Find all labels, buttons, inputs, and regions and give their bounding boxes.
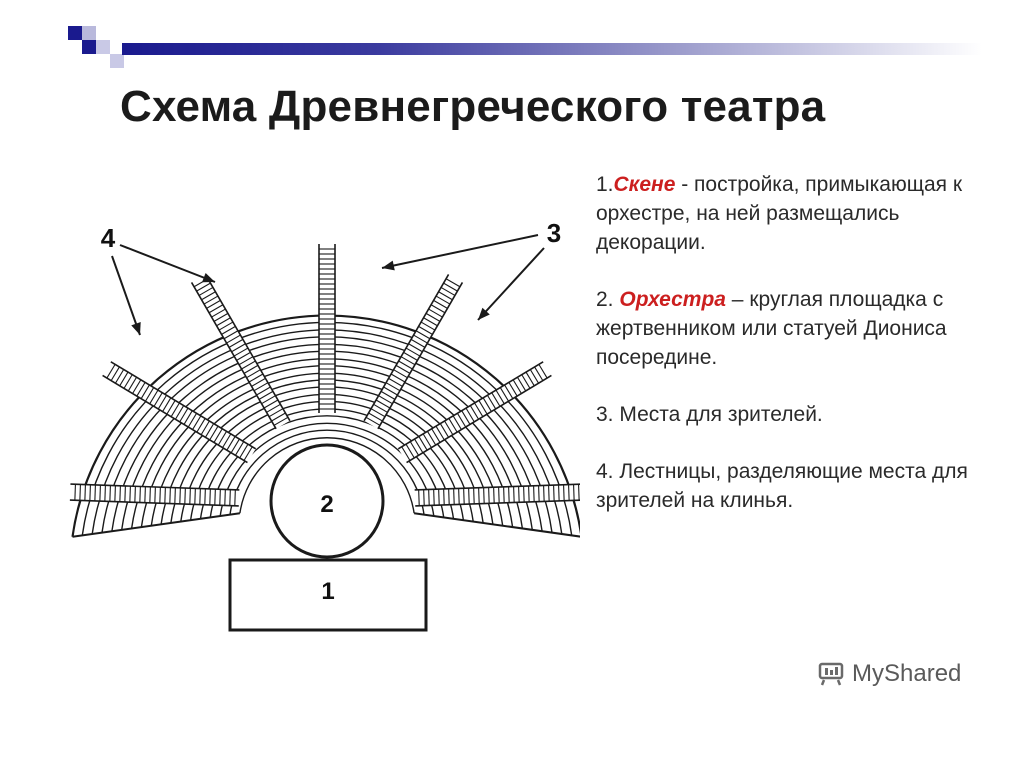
stair-step [529,486,530,502]
deco-square [110,54,124,68]
arrow-stairs-right [120,245,215,282]
stair-step [215,489,216,505]
stair-step [514,486,515,502]
stair-step [210,489,211,505]
stair-step [100,485,101,501]
stair-step [439,489,440,505]
stair-step [424,490,425,506]
stair-step [165,487,166,503]
stair-step [75,484,76,500]
stair-step [479,488,480,504]
stair-step [564,485,565,501]
stair-step [444,489,445,505]
legend-item-stairs: 4. Лестницы, разделяющие места для зрителей на клинья. [596,460,968,512]
stair-step [230,490,231,506]
stair-step [549,485,550,501]
stair-step [195,488,196,504]
stair-step [499,487,500,503]
stair-step [120,486,121,502]
deco-square [82,26,96,40]
stair-step [469,488,470,504]
stair-step [534,486,535,502]
stair-step [205,489,206,505]
stair-step [489,487,490,503]
stair-step [569,485,570,501]
stair-step [539,486,540,502]
stair-step [80,484,81,500]
stair-step [220,489,221,505]
label-seats: 3 [546,218,562,248]
arrow-stairs-left [112,256,140,335]
slide-title: Схема Древнегреческого театра [120,82,826,131]
arrow-stairs-left-head [131,322,140,335]
term-skene: Скене [613,173,676,196]
deco-square [82,40,96,54]
term-orchestra: Орхестра [619,288,726,311]
theatre-diagram [60,200,580,650]
arrow-seats-right [478,248,544,320]
label-stairs: 4 [100,223,116,253]
stair-step [519,486,520,502]
stair-step [544,485,545,501]
stair-step [554,485,555,501]
stair-step [185,488,186,504]
deco-square [68,26,82,40]
stair-step [454,489,455,505]
stair-step [125,486,126,502]
legend-item-seats: 3. Места для зрителей. [596,403,823,426]
seating-edge [414,513,580,537]
stair-step [155,487,156,503]
stair-step [170,488,171,504]
label-orchestra: 2 [320,491,334,518]
stair-step [464,488,465,504]
stair-step [524,486,525,502]
stair-step [140,486,141,502]
stair-step [225,489,226,505]
watermark [818,660,961,688]
theatre-seating [70,235,580,630]
arrow-stairs-right-head [202,273,215,282]
arrow-seats-left [382,235,538,268]
stair-step [449,489,450,505]
stair-step [235,490,236,506]
stair-step [135,486,136,502]
legend-item-skene: 1.Скене - постройка, примыкающая к орхестре, на ней размещались декорации. [596,173,963,254]
stair-step [160,487,161,503]
stair-step [110,485,111,501]
deco-square [96,40,110,54]
stair-step [434,489,435,505]
stair-step [150,487,151,503]
myshared-logo-icon [818,662,846,686]
stair-step [429,489,430,505]
arrow-seats-left-head [382,261,395,271]
stair-step [459,488,460,504]
title-bar-line [122,43,982,55]
stair-step [190,488,191,504]
legend [596,170,996,543]
stair-step [504,487,505,503]
stair-step [95,485,96,501]
stair-step [115,486,116,502]
stair-rail [103,375,248,462]
stair-step [105,485,106,501]
legend-item-orchestra: 2. Орхестра – круглая площадка с жертвенником или статуей Диониса посередине. [596,288,947,369]
stair-step [494,487,495,503]
stair-step [484,488,485,504]
seating-edge [73,513,240,537]
stair-step [419,490,420,506]
stair-step [474,488,475,504]
stair-step [574,484,575,500]
stair-step [175,488,176,504]
stair-step [180,488,181,504]
stair-step [90,485,91,501]
stair-step [200,489,201,505]
stair-step [509,487,510,503]
stair-step [559,485,560,501]
stair-step [130,486,131,502]
watermark-text: MyShared [852,660,962,687]
stair-step [85,485,86,501]
stair-step [145,487,146,503]
stair-step [579,484,580,500]
label-skene: 1 [321,578,335,605]
